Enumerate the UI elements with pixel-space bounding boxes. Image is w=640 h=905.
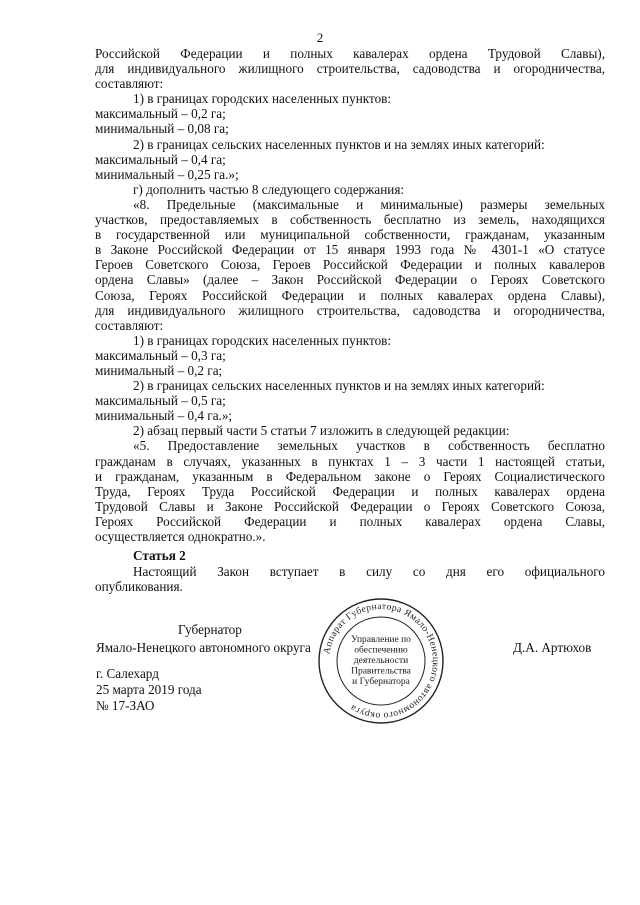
body-line: Союза, Героях Российской Федерации и полных кавалерах ордена Славы), (95, 287, 605, 303)
signature-title: Губернатор (178, 622, 242, 637)
signing-place: г. Салехард (96, 666, 159, 681)
body-line: Российской Федерации и полных кавалерах ордена Трудовой Славы), (95, 46, 605, 61)
article-line: Настоящий Закон вступает в силу со дня его официального (133, 564, 605, 579)
article-text (95, 564, 605, 594)
body-line: 1) в границах городских населенных пунктов: (133, 91, 392, 107)
body-line: 2) абзац первый части 5 статьи 7 изложить в следующей редакции: (133, 423, 510, 439)
body-line: Героях Российской Федерации и полных кавалерах ордена Славы, (95, 513, 605, 529)
seal-ring-text: Аппарат Губернатора Ямало-Ненецкого автономного округа (321, 600, 442, 722)
signing-date: 25 марта 2019 года (96, 682, 202, 697)
body-line: в государственной или муниципальной собственности, гражданам, указанным (95, 227, 605, 243)
body-line: максимальный – 0,3 га; (95, 347, 226, 363)
body-line: минимальный – 0,4 га.»; (95, 408, 233, 424)
body-line: участков, предоставляемых в собственность бесплатно из земель, находящихся (95, 212, 605, 228)
body-line: «5. Предоставление земельных участков в собственность бесплатно (133, 438, 605, 454)
body-line: Героев Советского Союза, Героев Российской Федерации и полных кавалеров (95, 257, 605, 273)
body-line: и гражданам, указанным в Федеральном законе о Героях Социалистического (95, 468, 605, 484)
body-line: Труда, Героях Труда Российской Федерации и полных кавалерах ордена (95, 483, 605, 499)
body-line: осуществляется однократно.». (95, 529, 266, 544)
body-line: гражданам в случаях, указанных в пунктах 1 – 3 части 1 настоящей статьи, (95, 453, 605, 469)
body-line: максимальный – 0,4 га; (95, 151, 226, 167)
body-line: 1) в границах городских населенных пунктов: (133, 332, 392, 348)
body-line: максимальный – 0,5 га; (95, 393, 226, 409)
seal-center-line: Управление по (351, 635, 411, 645)
law-number: № 17-ЗАО (96, 698, 155, 713)
seal-center-line: обеспечению (354, 645, 408, 656)
body-line: «8. Предельные (максимальные и минимальные) размеры земельных (133, 196, 605, 212)
page-number: 2 (316, 30, 324, 45)
seal-center-line: Правительства (351, 666, 411, 677)
body-line: составляют: (95, 76, 164, 92)
body-line: составляют: (95, 317, 164, 333)
body-line: 2) в границах сельских населенных пунктов и на землях иных категорий: (133, 378, 545, 394)
body-line: г) дополнить частью 8 следующего содержания: (133, 181, 405, 197)
seal-center-text (351, 635, 412, 687)
body-line: для индивидуального жилищного строительства, садоводства и огородничества, (95, 61, 605, 77)
seal-center-line: деятельности (353, 656, 409, 666)
body-line: максимальный – 0,2 га; (95, 106, 226, 122)
official-seal (316, 596, 446, 726)
body-line: минимальный – 0,08 га; (95, 121, 229, 137)
body-line: минимальный – 0,2 га; (95, 362, 223, 378)
signature-region: Ямало-Ненецкого автономного округа (96, 640, 311, 655)
seal-center-line: и Губернатора (352, 677, 410, 687)
article-heading: Статья 2 (133, 548, 186, 563)
document-body (95, 46, 605, 544)
body-line: минимальный – 0,25 га.»; (95, 166, 239, 182)
body-line: Трудовой Славы и Законе Российской Федерации о Героях Советского Союза, (95, 498, 605, 514)
body-line: 2) в границах сельских населенных пунктов и на землях иных категорий: (133, 136, 545, 152)
article-line: опубликования. (95, 579, 183, 595)
signature-name: Д.А. Артюхов (513, 640, 592, 655)
body-line: в Законе Российской Федерации от 15 января 1993 года № 4301-1 «О статусе (95, 242, 605, 258)
body-line: ордена Славы» (далее – Закон Российской Федерации о Героях Советского (95, 272, 605, 288)
body-line: для индивидуального жилищного строительства, садоводства и огородничества, (95, 302, 605, 318)
